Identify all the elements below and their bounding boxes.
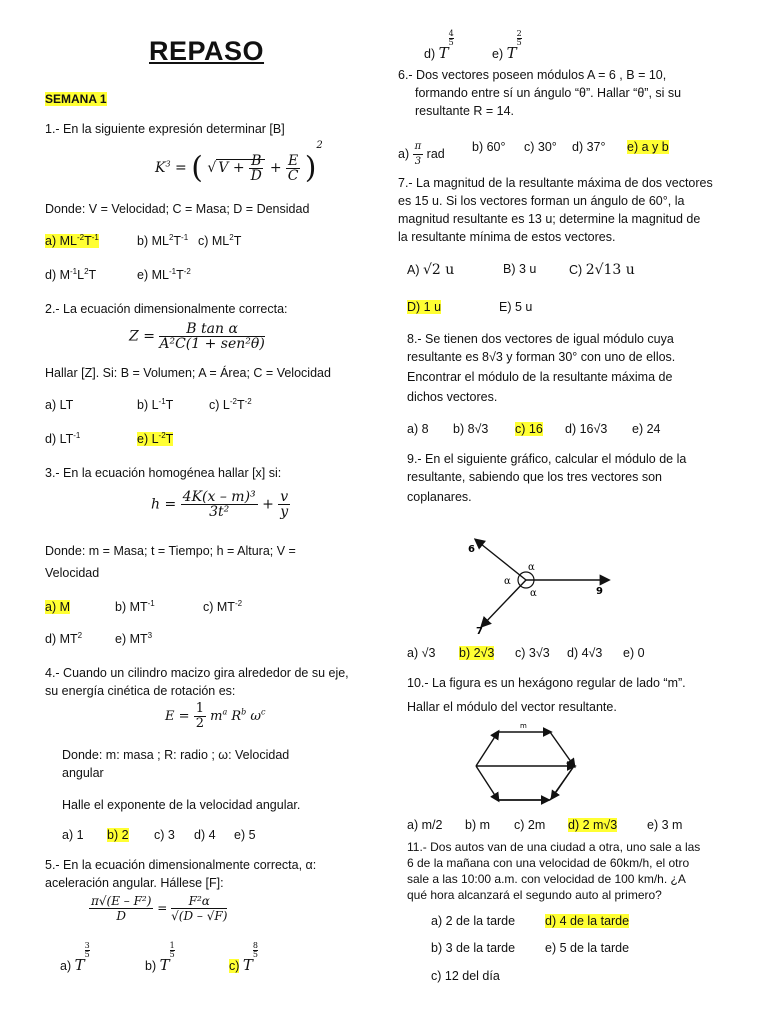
q1-formula: $K^3$ = ( √ V + $\frac{B}{D}$ + $\frac{E}{C}$ )$^2$ [155, 140, 323, 186]
q6-text-1: 6.- Dos vectores poseen módulos A = 6 , B = 10, [398, 68, 667, 82]
alpha-1: α [528, 562, 535, 573]
q3-option-b[interactable]: b) $MT^{-1}$ [115, 598, 155, 614]
q9-option-e[interactable]: e) 0 [623, 646, 645, 660]
q7-option-a[interactable]: A) √2 u [407, 262, 455, 278]
label-7: 7 [476, 626, 483, 634]
q5-option-e[interactable]: e) T 2 5 [492, 29, 522, 62]
q3-options-row1 [45, 600, 365, 620]
q11-text-1: 11.- Dos autos van de una ciudad a otra, uno sale a las [407, 840, 701, 854]
q8-text-3: Encontrar el módulo de la resultante máxima de [407, 370, 673, 384]
q9-option-d[interactable]: d) 4√3 [567, 646, 603, 660]
q5-option-c[interactable]: c) T 8 5 [229, 941, 258, 974]
q9-vector-diagram [458, 534, 678, 634]
q4-donde-2: angular [62, 766, 104, 780]
q1-options-row2 [45, 268, 365, 288]
q2-option-a[interactable]: a) LT [45, 398, 74, 412]
q9-text-3: coplanares. [407, 490, 472, 504]
label-9: 9 [596, 586, 603, 597]
q8-option-c[interactable]: c) 16 [515, 422, 543, 436]
page-title: REPASO [149, 36, 265, 66]
q6-option-d[interactable]: d) 37° [572, 140, 606, 154]
q10-option-a[interactable]: a) m/2 [407, 818, 443, 832]
hex-right-vector [552, 766, 574, 798]
q8-options [407, 422, 727, 442]
q11-text-2: 6 de la mañana con una velocidad de 60km/h, el otro [407, 856, 690, 870]
q3-option-c[interactable]: c) $MT^{-2}$ [203, 598, 243, 614]
q1-option-c[interactable]: c) $ML^2T$ [198, 232, 242, 248]
q1-donde: Donde: V = Velocidad; C = Masa; D = Densidad [45, 202, 310, 216]
q2-option-c[interactable]: c) $L^{-2}T^{-2}$ [209, 396, 252, 412]
q4-option-e[interactable]: e) 5 [234, 828, 256, 842]
q2-option-d[interactable]: d) $LT^{-1}$ [45, 430, 81, 446]
q4-text-1: 4.- Cuando un cilindro macizo gira alrededor de su eje, [45, 666, 349, 680]
q11-options [431, 914, 721, 994]
q8-text-1: 8.- Se tienen dos vectores de igual módulo cuya [407, 332, 674, 346]
q5-option-a[interactable]: a) T 3 5 [60, 941, 90, 974]
q3-text: 3.- En la ecuación homogénea hallar [x] si: [45, 466, 282, 480]
hex-upper-left-vector [476, 732, 498, 766]
q2-option-e[interactable]: e) $L^{-2}T$ [137, 430, 174, 446]
q6-text-3: resultante R = 14. [415, 104, 515, 118]
q4-option-c[interactable]: c) 3 [154, 828, 175, 842]
q2-option-b[interactable]: b) $L^{-1}T$ [137, 396, 174, 412]
vector-6 [476, 540, 526, 580]
q4-option-a[interactable]: a) 1 [62, 828, 84, 842]
q6-option-a[interactable]: a) $\frac{\pi}{3}$ rad [398, 141, 445, 167]
hex-lower-left-vector [476, 766, 498, 800]
week-label: SEMANA 1 [45, 92, 107, 106]
q7-option-b[interactable]: B) 3 u [503, 262, 537, 276]
q11-option-d[interactable]: d) 4 de la tarde [545, 914, 630, 928]
q5-options-cont [424, 29, 724, 66]
q4-options [62, 828, 362, 848]
q9-options [407, 646, 727, 666]
q10-options [407, 818, 727, 838]
q1-option-a[interactable]: a) $ML^{-2}T^{-1}$ [45, 232, 99, 248]
q5-option-d[interactable]: d) T 4 5 [424, 29, 454, 62]
q6-option-b[interactable]: b) 60° [472, 140, 506, 154]
q5-options [45, 941, 365, 980]
q4-donde-1: Donde: m: masa ; R: radio ; ω: Velocidad [62, 748, 290, 762]
q8-option-e[interactable]: e) 24 [632, 422, 661, 436]
q3-options-row2 [45, 632, 365, 652]
q7-text-3: magnitud resultante es 13 u; determine la magnitud de [398, 212, 701, 226]
q3-option-e[interactable]: e) $MT^3$ [115, 630, 153, 646]
q6-options [398, 136, 726, 167]
q8-option-d[interactable]: d) 16√3 [565, 422, 608, 436]
q10-text-2: Hallar el módulo del vector resultante. [407, 700, 617, 714]
q2-options-row2 [45, 432, 365, 452]
q1-option-b[interactable]: b) $ML^2T^{-1}$ [137, 232, 189, 248]
q2-hallar: Hallar [Z]. Si: B = Volumen; A = Área; C = Velocidad [45, 366, 331, 380]
q10-option-b[interactable]: b) m [465, 818, 490, 832]
q11-option-e[interactable]: e) 5 de la tarde [545, 941, 630, 955]
q4-formula: E = $\frac{1}{2}$ $m^a$ $R^b$ $\omega^c$ [165, 701, 266, 731]
q10-hexagon-diagram [470, 722, 580, 810]
q3-donde-2: Velocidad [45, 566, 100, 580]
q2-options-row1 [45, 398, 365, 418]
q5-text-2: aceleración angular. Hállese [F]: [45, 876, 224, 890]
q1-option-e[interactable]: e) $ML^{-1}T^{-2}$ [137, 266, 191, 282]
hex-side-label: m [520, 722, 527, 730]
q9-option-a[interactable]: a) √3 [407, 646, 436, 660]
q3-option-a[interactable]: a) M [45, 600, 70, 614]
q11-option-a[interactable]: a) 2 de la tarde [431, 914, 516, 928]
q3-formula: h = $\frac{\text{4K(x – m)³}}{\text{3t²}}$ + $\frac{v}{y}$ [151, 489, 289, 520]
q2-formula: Z = $\frac{\text{B tan α}}{\text{A²C(1 + sen²θ)}}$ [129, 321, 265, 352]
q9-option-c[interactable]: c) 3√3 [515, 646, 550, 660]
q7-option-e[interactable]: E) 5 u [499, 300, 533, 314]
q8-option-a[interactable]: a) 8 [407, 422, 429, 436]
q3-donde-1: Donde: m = Masa; t = Tiempo; h = Altura; V = [45, 544, 296, 558]
q11-text-4: qué hora alcanzará el segundo auto al primero? [407, 888, 662, 902]
q7-text-2: es 15 u. Si los vectores forman un ángulo de 60°, la [398, 194, 685, 208]
q7-option-d[interactable]: D) 1 u [407, 300, 442, 314]
q6-text-2: formando entre sí un ángulo “θ”. Hallar “θ”, si su [415, 86, 682, 100]
q9-option-b[interactable]: b) 2√3 [459, 646, 495, 660]
q3-option-d[interactable]: d) $MT^2$ [45, 630, 83, 646]
q7-options-row2 [407, 300, 727, 320]
q11-option-c[interactable]: c) 12 del día [431, 969, 500, 983]
q8-text-4: dichos vectores. [407, 390, 498, 404]
hex-upper-right-vector [550, 732, 574, 766]
q7-options-row1 [407, 262, 727, 282]
q4-option-d[interactable]: d) 4 [194, 828, 216, 842]
q8-option-b[interactable]: b) 8√3 [453, 422, 489, 436]
q5-option-b[interactable]: b) T 1 5 [145, 941, 175, 974]
q2-text: 2.- La ecuación dimensionalmente correcta: [45, 302, 288, 316]
q4-option-b[interactable]: b) 2 [107, 828, 129, 842]
q11-text-3: sale a las 10:00 a.m. con velocidad de 100 km/h. ¿A [407, 872, 686, 886]
alpha-3: α [530, 588, 537, 599]
q6-option-c[interactable]: c) 30° [524, 140, 557, 154]
q9-text-2: resultante, sabiendo que los tres vectores son [407, 470, 663, 484]
alpha-2: α [504, 576, 511, 587]
q7-text-1: 7.- La magnitud de la resultante máxima de dos vectores [398, 176, 713, 190]
q8-text-2: resultante es 8√3 y forman 30° con uno de ellos. [407, 350, 676, 364]
q4-halle: Halle el exponente de la velocidad angular. [62, 798, 301, 812]
q10-text-1: 10.- La figura es un hexágono regular de lado “m”. [407, 676, 686, 690]
q10-option-e[interactable]: e) 3 m [647, 818, 683, 832]
q7-option-c[interactable]: C) 2√13 u [569, 262, 635, 278]
q11-option-b[interactable]: b) 3 de la tarde [431, 941, 516, 955]
q9-text-1: 9.- En el siguiente gráfico, calcular el módulo de la [407, 452, 687, 466]
q10-option-d[interactable]: d) 2 m√3 [568, 818, 618, 832]
q5-text-1: 5.- En la ecuación dimensionalmente correcta, α: [45, 858, 317, 872]
q6-option-e[interactable]: e) a y b [627, 140, 669, 154]
label-6: 6 [468, 544, 475, 555]
q1-option-d[interactable]: d) $M^{-1}L^2T$ [45, 266, 97, 282]
q10-option-c[interactable]: c) 2m [514, 818, 546, 832]
q1-options-row1 [45, 234, 365, 254]
q5-formula: $\frac{\text{π√(E – F²)}}{D}$ = $\frac{\text{F²α}}{√(D - √F)}$ [91, 894, 228, 923]
q7-text-4: la resultante mínima de estos vectores. [398, 230, 616, 244]
q1-text: 1.- En la siguiente expresión determinar [B] [45, 122, 285, 136]
q4-text-2: su energía cinética de rotación es: [45, 684, 236, 698]
